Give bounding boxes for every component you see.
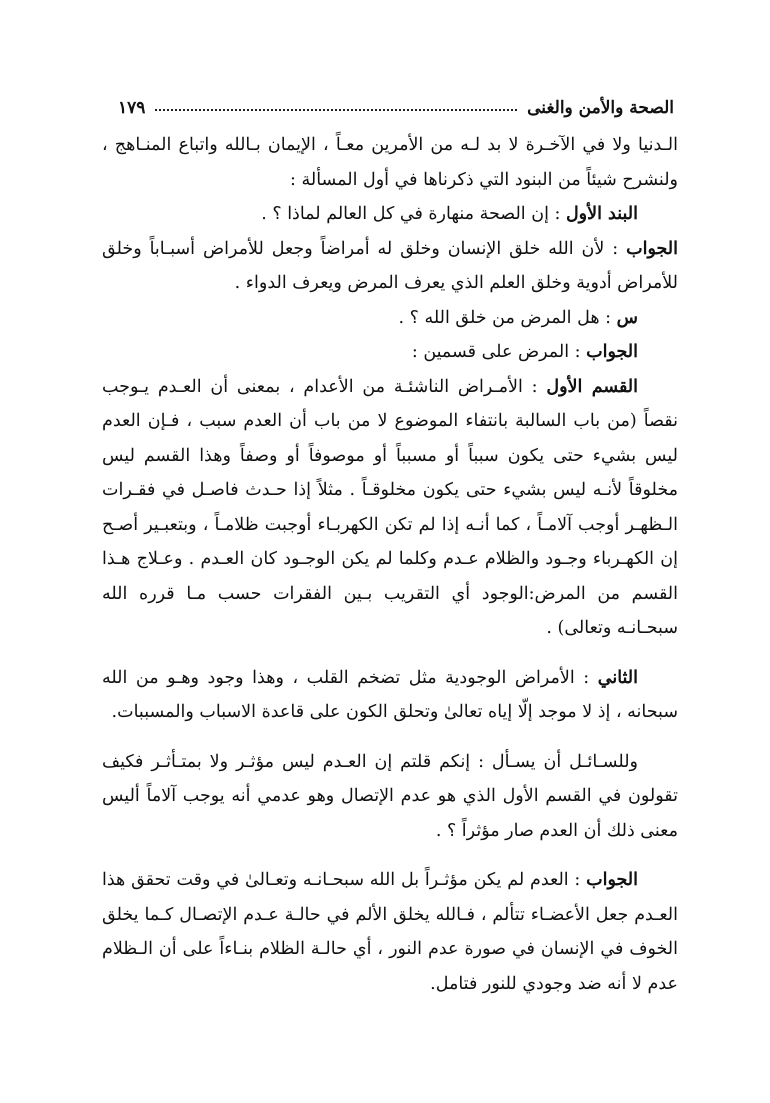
paragraph-objection: وللسـائـل أن يسـأل : إنكم قلتم إن العـدم ليس مؤثـر ولا بمتـأثـر فكيف تقولون في القسم الأول الذي هو عدم الإتصال وهو عدمي أنه يوجب آلاماً أليس معنى ذلك أن العدم صار مؤثراً ؟ . <box>102 751 678 841</box>
paragraph-lead: البند الأول <box>565 204 638 224</box>
paragraph-text: : إن الصحة منهارة في كل العالم لماذا ؟ . <box>261 204 566 224</box>
chapter-title: الصحة والأمن والغنى <box>527 98 674 118</box>
paragraph-answer-3 <box>102 863 678 1001</box>
running-header <box>118 86 674 118</box>
paragraph-lead: القسم الأول <box>546 376 639 397</box>
dotted-leader <box>155 109 517 111</box>
paragraph-text: : لأن الله خلق الإنسان وخلق له أمراضاً وجعل للأمراض أسبـاباً وخلق للأمراض أدوية وخلق العلم الذي يعرف المرض ويعرف الدواء . <box>102 238 678 293</box>
paragraph-lead: الجواب <box>586 870 638 890</box>
paragraph-lead: الجواب <box>586 342 638 362</box>
paragraph-intro: الـدنيا ولا في الآخـرة لا بد لـه من الأمرين معـاً ، الإيمان بـالله واتباع المنـاهج ، ولنشرح شيئاً من البنود التي ذكرناها في أول المسألة : <box>102 135 678 190</box>
paragraph-text: : المرض على قسمين : <box>411 342 587 362</box>
paragraph-lead: الجواب <box>626 238 678 259</box>
page-number: ١٧٩ <box>118 98 146 118</box>
paragraph-lead: الثاني <box>597 667 638 688</box>
paragraph-answer-1 <box>102 232 678 301</box>
paragraph-text: : العدم لم يكن مؤثـراً بل الله سبحـانـه وتعـالىٰ في وقت تحقق هذا العـدم جعل الأعضـاء تتألم ، فـالله يخلق الألم في حالـة عـدم الإتصـال كـما يخلق الخوف في الإنسان في صورة عدم النور ، أي حالـة الظلام بنـاءاً على أن الـظلام عدم لا أنه ضد وجودي للنور فتامل. <box>102 870 678 994</box>
paragraph-first-clause <box>102 197 678 232</box>
paragraph-answer-2 <box>102 335 678 370</box>
paragraph-text: : هل المرض من خلق الله ؟ . <box>398 307 617 328</box>
paragraph-question <box>102 301 678 336</box>
paragraph-first-section <box>102 370 678 646</box>
paragraph-text: : الأمـراض الناشئـة من الأعدام ، بمعنى أن العـدم يـوجب نقصاً (من باب السالبة بانتفاء الموضوع لا من باب أن العدم سبب ، فـإن العدم ليس بشيء حتى يكون سبباً أو مسبباً أو موصوفاً أو وصفاً وهذا القسم ليس مخلوقاً لأنـه ليس بشيء حتى يكون مخلوقـاً . مثلاً إذا حـدث فاصـل في فقـرات الـظهـر أوجب آلامـاً ، كما أنـه إذا لم تكن الكهربـاء أوجبت ظلامـاً ، وبتعبـير أصـح إن الكهـرباء وجـود والظلام عـدم وكلما لم يكن الوجـود كان العـدم . وعـلاج هـذا القسم من المرض:الوجود أي التقريب بـين الفقرات حسب مـا قرره الله سبحـانـه وتعالى) . <box>102 376 678 638</box>
paragraph-second-section <box>102 661 678 730</box>
paragraph-text: : الأمراض الوجودية مثل تضخم القلب ، وهذا وجود وهـو من الله سبحانه ، إذ لا موجد إلّا إياه تعالىٰ وتحلق الكون على قاعدة الاسباب والمسببات. <box>102 667 678 722</box>
paragraph-lead: س <box>616 307 638 328</box>
body-text <box>102 128 678 1001</box>
